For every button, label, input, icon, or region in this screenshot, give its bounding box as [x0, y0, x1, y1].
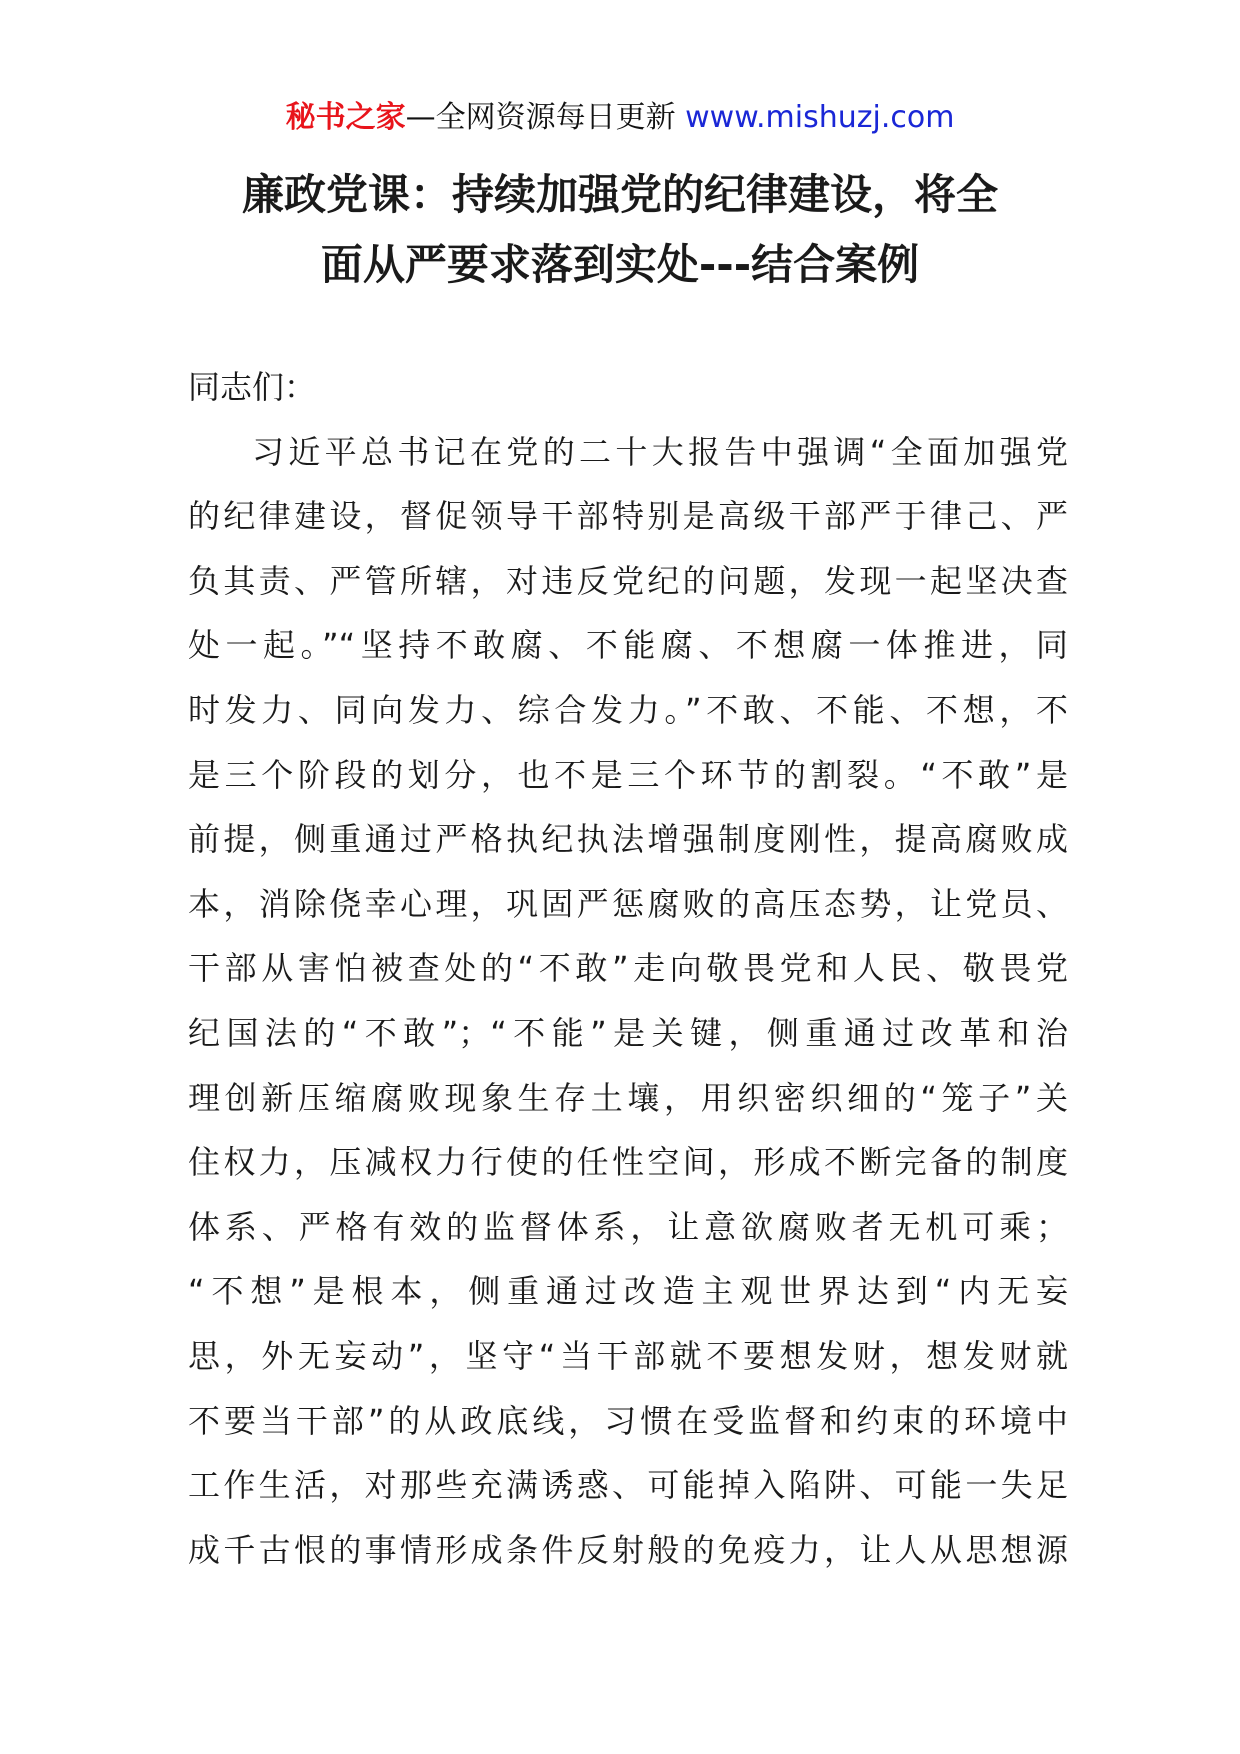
site-slogan: —全网资源每日更新 [405, 100, 676, 135]
body-paragraph [188, 420, 1068, 1583]
site-header [0, 98, 1240, 138]
paragraph-line: 是三个阶段的划分，也不是三个环节的割裂。“不敢”是 [188, 755, 1068, 794]
document-title-line-2: 面从严要求落到实处---结合案例 [320, 240, 920, 289]
paragraph-line: 干部从害怕被查处的“不敢”走向敬畏党和人民、敬畏党 [188, 949, 1068, 988]
paragraph-line: 工作生活，对那些充满诱惑、可能掉入陷阱、可能一失足 [188, 1466, 1068, 1505]
document-title-line-1: 廉政党课：持续加强党的纪律建设，将全 [241, 170, 998, 219]
paragraph-line: 理创新压缩腐败现象生存土壤，用织密织细的“笼子”关 [188, 1078, 1068, 1117]
paragraph-line: 住权力，压减权力行使的任性空间，形成不断完备的制度 [188, 1143, 1068, 1182]
document-title [190, 160, 1050, 300]
paragraph-line: 纪国法的“不敢”；“不能”是关键，侧重通过改革和治 [188, 1013, 1068, 1052]
paragraph-line: “不想”是根本，侧重通过改造主观世界达到“内无妄 [188, 1272, 1068, 1311]
paragraph-line: 习近平总书记在党的二十大报告中强调“全面加强党 [252, 432, 1068, 471]
paragraph-line: 的纪律建设，督促领导干部特别是高级干部严于律己、严 [188, 497, 1068, 536]
paragraph-line: 时发力、同向发力、综合发力。”不敢、不能、不想，不 [188, 690, 1068, 729]
paragraph-line: 前提，侧重通过严格执纪执法增强制度刚性，提高腐败成 [188, 820, 1068, 859]
paragraph-line: 处一起。”“坚持不敢腐、不能腐、不想腐一体推进，同 [188, 626, 1068, 665]
paragraph-line: 成千古恨的事情形成条件反射般的免疫力，让人从思想源 [188, 1530, 1068, 1569]
paragraph-line: 本，消除侥幸心理，巩固严惩腐败的高压态势，让党员、 [188, 884, 1068, 923]
paragraph-line: 不要当干部”的从政底线，习惯在受监督和约束的环境中 [188, 1401, 1068, 1440]
site-name: 秘书之家 [285, 100, 406, 135]
document-body [188, 355, 1068, 1582]
salutation: 同志们： [188, 368, 317, 406]
paragraph-line: 体系、严格有效的监督体系，让意欲腐败者无机可乘； [188, 1207, 1068, 1246]
paragraph-line: 思，外无妄动”，坚守“当干部就不要想发财，想发财就 [188, 1336, 1068, 1375]
paragraph-line: 负其责、严管所辖，对违反党纪的问题，发现一起坚决查 [188, 561, 1068, 600]
site-url-link[interactable]: www.mishuzj.com [685, 100, 955, 135]
